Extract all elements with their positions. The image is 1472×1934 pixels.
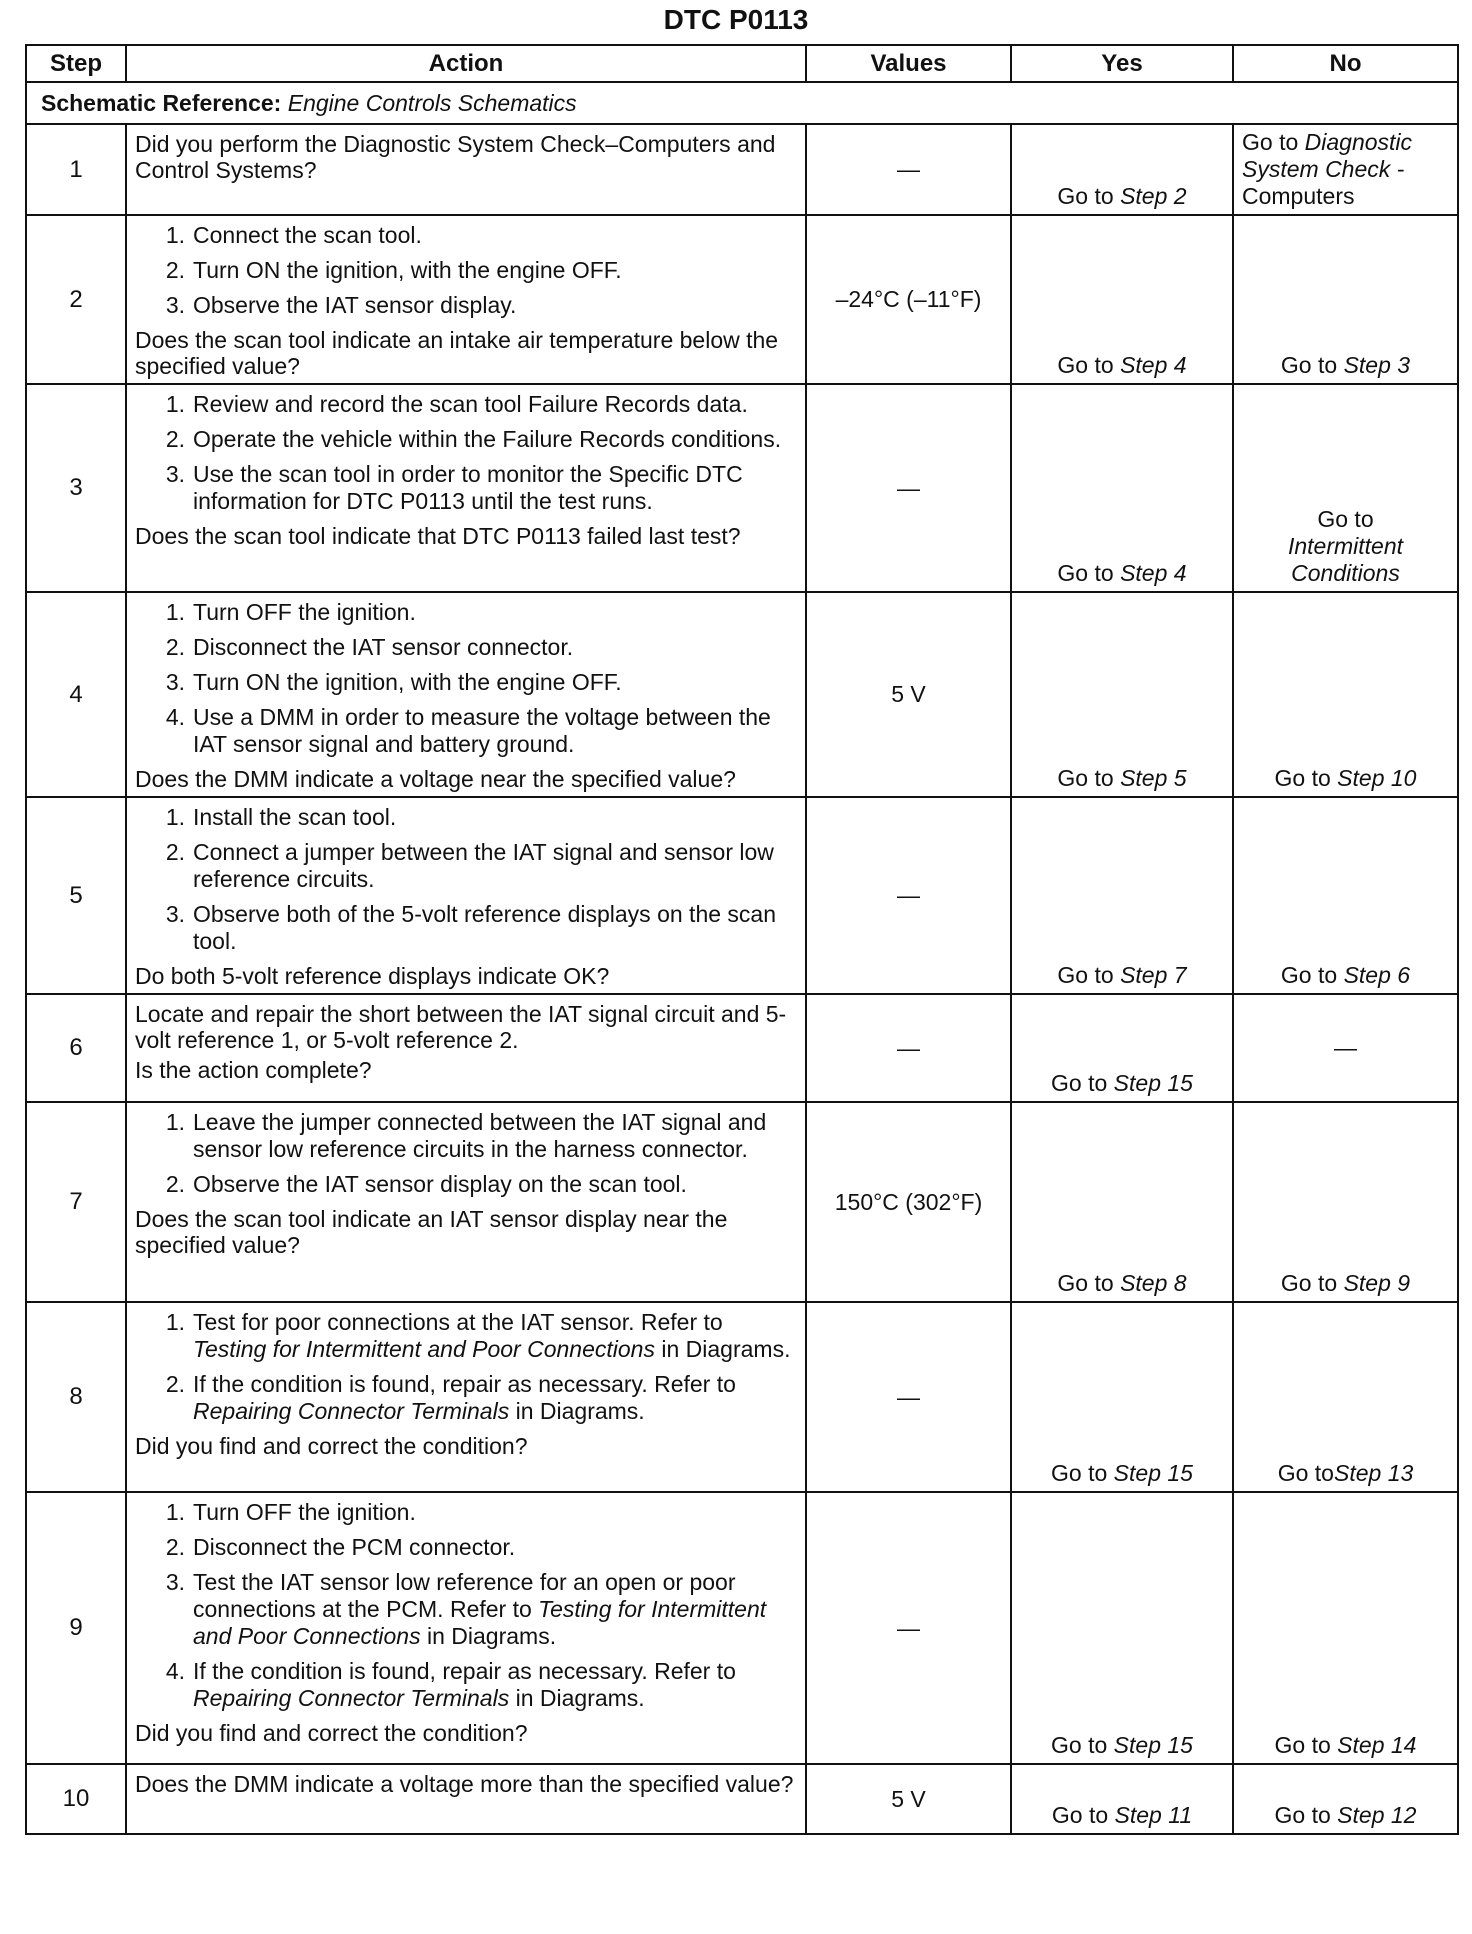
action-question: Does the DMM indicate a voltage more than the specified value? — [135, 1771, 794, 1797]
table-row — [26, 1492, 1458, 1764]
no-cell: Go to Step 12 — [1233, 1764, 1458, 1834]
action-item: 3. Test the IAT sensor low reference for an open or poor connections at the PCM. Refer to Testing for Intermittent and Poor Connections in Diagrams. — [165, 1569, 767, 1649]
schematic-value: Engine Controls Schematics — [287, 89, 577, 116]
action-question: Does the DMM indicate a voltage near the specified value? — [135, 766, 736, 792]
value-cell: — — [806, 124, 1011, 215]
action-item: 3. Observe both of the 5-volt reference displays on the scan tool. — [165, 901, 776, 954]
yes-step-link[interactable]: Step 15 — [1113, 1070, 1193, 1096]
no-cell: Go to Intermittent Conditions — [1233, 384, 1458, 592]
action-cell — [126, 1102, 806, 1302]
no-cell: Go to Step 3 — [1233, 215, 1458, 384]
page-title: DTC P0113 — [663, 4, 809, 35]
value-cell: — — [806, 1302, 1011, 1492]
action-item: 2. Disconnect the IAT sensor connector. — [165, 634, 574, 660]
action-cell — [126, 592, 806, 797]
table-row — [26, 797, 1458, 994]
action-question: Does the scan tool indicate an intake air temperature below the specified value? — [135, 327, 779, 379]
value-cell: — — [806, 797, 1011, 994]
yes-step-link[interactable]: Step 4 — [1120, 560, 1187, 586]
header-step: Step — [26, 45, 126, 82]
table-row — [26, 1764, 1458, 1834]
yes-prefix: Go to — [1057, 183, 1121, 209]
action-question: Did you find and correct the condition? — [135, 1433, 528, 1459]
no-dash: — — [1334, 1034, 1357, 1061]
action-item: 2. Disconnect the PCM connector. — [165, 1534, 516, 1560]
action-item: 2. Operate the vehicle within the Failure Records conditions. — [165, 426, 782, 452]
no-step-link[interactable]: Diagnostic System Check - — [1242, 129, 1413, 182]
header-row — [26, 45, 1458, 82]
table-row — [26, 384, 1458, 592]
yes-step-link[interactable]: Step 4 — [1120, 352, 1187, 378]
no-cell — [1233, 994, 1458, 1102]
action-item: 3. Observe the IAT sensor display. — [165, 292, 517, 318]
schematic-label: Schematic Reference: — [41, 89, 282, 116]
yes-cell: Go to Step 15 — [1011, 1492, 1233, 1764]
yes-cell: Go to Step 4 — [1011, 215, 1233, 384]
value-cell: 5 V — [806, 592, 1011, 797]
no-cell: Go to Step 9 — [1233, 1102, 1458, 1302]
step-number: 7 — [26, 1102, 126, 1302]
table-row — [26, 1302, 1458, 1492]
action-item: 2. Connect a jumper between the IAT signal and sensor low reference circuits. — [165, 839, 774, 892]
header-no: No — [1233, 45, 1458, 82]
action-question: Does the scan tool indicate that DTC P0113 failed last test? — [135, 523, 741, 549]
yes-cell: Go to Step 8 — [1011, 1102, 1233, 1302]
no-step-link[interactable]: Step 14 — [1337, 1732, 1417, 1758]
table-row — [26, 1102, 1458, 1302]
step-number: 8 — [26, 1302, 126, 1492]
no-cell: Go to Step 10 — [1233, 592, 1458, 797]
step-number: 4 — [26, 592, 126, 797]
value-cell: 150°C (302°F) — [806, 1102, 1011, 1302]
action-question: Do both 5-volt reference displays indicate OK? — [135, 963, 610, 989]
no-step-link[interactable]: Intermittent Conditions — [1287, 533, 1404, 586]
no-step-link[interactable]: Step 6 — [1343, 962, 1411, 988]
value-cell: 5 V — [806, 1764, 1011, 1834]
yes-step-link[interactable]: Step 15 — [1113, 1460, 1193, 1486]
no-cell: Go to Step 14 — [1233, 1492, 1458, 1764]
diagnostic-table — [25, 44, 1459, 1835]
table-row — [26, 124, 1458, 215]
yes-cell: Go to Step 11 — [1011, 1764, 1233, 1834]
no-step-link[interactable]: Step 3 — [1343, 352, 1411, 378]
step-number: 2 — [26, 215, 126, 384]
no-step-link[interactable]: Step 9 — [1343, 1270, 1411, 1296]
action-cell — [126, 1302, 806, 1492]
action-question: Did you find and correct the condition? — [135, 1720, 528, 1746]
action-item: 2. Observe the IAT sensor display on the scan tool. — [165, 1171, 687, 1197]
table-row — [26, 215, 1458, 384]
yes-step-link[interactable]: Step 8 — [1120, 1270, 1187, 1296]
table-row — [26, 592, 1458, 797]
header-values: Values — [806, 45, 1011, 82]
action-cell — [126, 797, 806, 994]
action-lead: Locate and repair the short between the IAT signal circuit and 5-volt reference 1, or 5-volt reference 2. — [135, 1001, 787, 1053]
no-cell: Go to Step 6 — [1233, 797, 1458, 994]
value-cell: — — [806, 1492, 1011, 1764]
no-step-link[interactable]: Step 12 — [1337, 1802, 1417, 1828]
action-question: Did you perform the Diagnostic System Check–Computers and Control Systems? — [135, 131, 776, 183]
value-cell: — — [806, 994, 1011, 1102]
no-step-link[interactable]: Step 10 — [1337, 765, 1417, 791]
action-cell — [126, 124, 806, 215]
no-cell — [1233, 124, 1458, 215]
action-item: 1. Connect the scan tool. — [165, 222, 422, 248]
yes-cell — [1011, 124, 1233, 215]
step-number: 9 — [26, 1492, 126, 1764]
no-prefix: Go to — [1242, 129, 1305, 155]
header-yes: Yes — [1011, 45, 1233, 82]
yes-step-link[interactable]: Step 2 — [1120, 183, 1187, 209]
schematic-row — [26, 82, 1458, 124]
action-item: 4. If the condition is found, repair as necessary. Refer to Repairing Connector Terminals in Diagrams. — [165, 1658, 736, 1711]
action-item: 1. Install the scan tool. — [165, 804, 397, 830]
step-number: 10 — [26, 1764, 126, 1834]
action-item: 3. Turn ON the ignition, with the engine OFF. — [165, 669, 622, 695]
action-item: 1. Turn OFF the ignition. — [165, 1499, 416, 1525]
action-cell — [126, 384, 806, 592]
no-step-link[interactable]: Step 13 — [1333, 1460, 1414, 1486]
yes-step-link[interactable]: Step 7 — [1120, 962, 1187, 988]
action-item: 2. If the condition is found, repair as necessary. Refer to Repairing Connector Terminals in Diagrams. — [165, 1371, 736, 1424]
step-number: 6 — [26, 994, 126, 1102]
yes-cell: Go to Step 4 — [1011, 384, 1233, 592]
yes-step-link[interactable]: Step 5 — [1120, 765, 1187, 791]
action-question: Does the scan tool indicate an IAT sensor display near the specified value? — [135, 1206, 728, 1258]
action-cell — [126, 215, 806, 384]
action-cell — [126, 994, 806, 1102]
no-suffix: Computers — [1242, 183, 1355, 209]
no-cell: Go toStep 13 — [1233, 1302, 1458, 1492]
value-cell: –24°C (–11°F) — [806, 215, 1011, 384]
header-action: Action — [126, 45, 806, 82]
step-number: 3 — [26, 384, 126, 592]
action-question: Is the action complete? — [135, 1057, 372, 1083]
yes-step-link[interactable]: Step 15 — [1113, 1732, 1193, 1758]
action-item: 1. Review and record the scan tool Failure Records data. — [165, 391, 748, 417]
yes-cell: Go to Step 7 — [1011, 797, 1233, 994]
step-number: 5 — [26, 797, 126, 994]
table-row — [26, 994, 1458, 1102]
yes-cell: Go to Step 15 — [1011, 994, 1233, 1102]
action-item: 1. Leave the jumper connected between the IAT signal and sensor low reference circuits in the harness connector. — [165, 1109, 767, 1162]
action-item: 4. Use a DMM in order to measure the voltage between the IAT sensor signal and battery ground. — [165, 704, 771, 757]
schematic-reference — [26, 82, 1458, 124]
yes-step-link[interactable]: Step 11 — [1114, 1802, 1193, 1828]
yes-cell: Go to Step 15 — [1011, 1302, 1233, 1492]
action-item: 1. Test for poor connections at the IAT sensor. Refer to Testing for Intermittent and Poor Connections in Diagrams. — [165, 1309, 791, 1362]
action-item: 2. Turn ON the ignition, with the engine OFF. — [165, 257, 622, 283]
step-number: 1 — [26, 124, 126, 215]
action-item: 1. Turn OFF the ignition. — [165, 599, 416, 625]
value-cell: — — [806, 384, 1011, 592]
action-cell — [126, 1764, 806, 1834]
action-cell — [126, 1492, 806, 1764]
yes-cell: Go to Step 5 — [1011, 592, 1233, 797]
action-item: 3. Use the scan tool in order to monitor the Specific DTC information for DTC P0113 until the test runs. — [165, 461, 743, 514]
